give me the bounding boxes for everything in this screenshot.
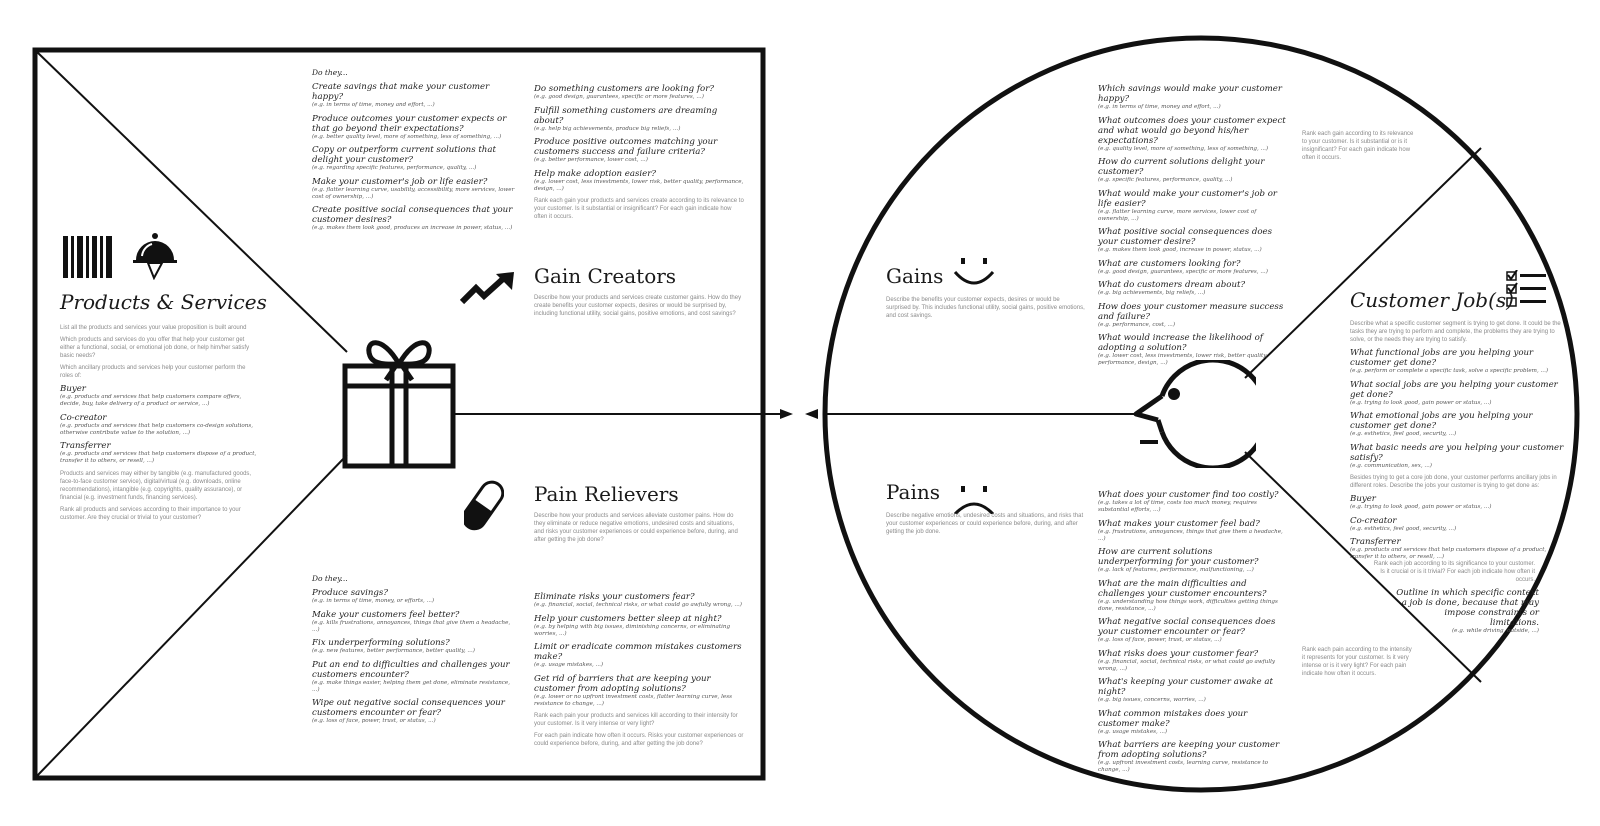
ps-role-label: Co-creator [60,412,107,423]
customer-jobs-outline [1395,588,1539,640]
ps-role-label: Buyer [60,384,86,394]
pain-relievers-questions-col-2 [534,592,744,748]
pr-example: (e.g. financial, social, technical risks, or what could go awfully wrong, ...) [534,602,742,608]
pains-example: (e.g. financial, social, technical risks, or what could go awfully wrong, ...) [1098,658,1276,672]
gains-questions [1098,84,1288,372]
pr-example: (e.g. kills frustrations, annoyances, things that give them a headache, ...) [312,619,511,633]
gc-question: Help make adoption easier? [534,168,656,179]
products-services-desc-2: Which products and services do you offer that help your customer get either a functional, social, or emotional job done, or help him/her satisfy basic needs? [60,337,250,359]
pain-relievers-title: Pain Relievers [534,482,679,506]
pr-question: Put an end to difficulties and challenges your customers encounter? [312,659,510,680]
gc-question: Produce outcomes your customer expects or that go beyond their expectations? [312,113,507,134]
customer-jobs-title: Customer Job(s) [1350,288,1514,312]
gc-question: Create savings that make your customer happy? [312,82,490,102]
customer-jobs-outline-text: Outline in which specific context a job is done, because that may impose constraints or limitations. [1396,588,1539,628]
pains-question: How are current solutions underperforming for your customer? [1098,547,1259,567]
gc-example: (e.g. flatter learning curve, usability, accessibility, more services, lower cost of ownership, ...) [312,186,515,200]
gains-rank: Rank each gain according to its relevance to your customer. Is it substantial or is it insignificant? For each gain indicate how often it occurs. [1302,131,1414,161]
gains-question: What outcomes does your customer expect and what would go beyond his/her expectations? [1098,115,1286,146]
gc-example: (e.g. better performance, lower cost, ...) [534,157,648,163]
customer-jobs-desc: Describe what a specific customer segment is trying to get done. It could be the tasks they are trying to perform and complete, the problems they are trying to solve, or the needs they are trying to satisfy. [1350,321,1561,343]
pains-example: (e.g. takes a lot of time, costs too much money, requires substantial efforts, ...) [1098,500,1257,513]
gains-title: Gains [886,264,944,288]
pains-example: (e.g. upfront investment costs, learning curve, resistance to change, ...) [1098,760,1269,773]
products-services-title: Products & Services [60,290,267,314]
products-services-desc-4: Products and services may either by tangible (e.g. manufactured goods, face-to-face customer service), digital/virtual (e.g. downloads, online recommendations), intangible (e.g. copyrights, quality assurance), or financial (e.g. investment funds, financing services). [60,470,252,501]
jobs-example: (e.g. perform or complete a specific task, solve a specific problem, ...) [1350,368,1549,374]
pains-question: What are the main difficulties and challenges your customer encounters? [1098,578,1267,599]
pr-question: Produce savings? [312,588,388,598]
jobs-example: (e.g. trying to look good, gain power or status, ...) [1350,399,1492,406]
pr-example: (e.g. lower or no upfront investment costs, flatter learning curve, less resistance to change, ...) [534,693,732,707]
gain-creators-title: Gain Creators [534,264,677,288]
gains-question: How do current solutions delight your customer? [1098,157,1265,177]
jobs-role-label: Buyer [1350,494,1376,504]
customer-jobs-desc-2: Besides trying to get a core job done, your customer performs ancillary jobs in different roles. Describe the jobs your customer is trying to get done as: [1350,475,1557,489]
products-services-desc-1: List all the products and services your value proposition is built around [60,325,247,331]
pain-relievers-intro: Do they... [312,574,348,583]
pain-relievers-questions-col-1 [312,574,517,730]
pain-relievers-header [534,482,744,544]
gains-example: (e.g. quality level, more of something, less of something, ...) [1098,145,1269,152]
arrow-head-right [780,409,793,419]
gains-question: Which savings would make your customer happy? [1098,84,1282,104]
barcode-icon [63,236,119,278]
ps-role-label: Transferrer [60,441,111,451]
ps-role-example: (e.g. products and services that help customers dispose of a product, transfer it to others, or resell, ...) [60,451,257,464]
pains-question: What negative social consequences does your customer encounter or fear? [1098,617,1276,637]
gain-creators-questions-col-1 [312,68,517,237]
gc-example: (e.g. good design, guarantees, specific or more features, ...) [534,94,704,100]
gain-creators-desc: Describe how your products and services create customer gains. How do they create benefits your customer expects, desires or would be surprised by, including functional utility, social gains, positive emotions, and cost savings? [534,295,742,317]
pains-question: What makes your customer feel bad? [1098,518,1260,529]
pains-desc: Describe negative emotions, undesired costs and situations, and risks that your customer experiences or could experience before, during, and after getting the job done. [886,513,1084,535]
gains-example: (e.g. flatter learning curve, more services, lower cost of ownership, ...) [1098,208,1257,222]
jobs-question: What basic needs are you helping your customer satisfy? [1350,442,1564,463]
gc-example: (e.g. better quality level, more of something, less of something, ...) [312,133,502,140]
pr-example: (e.g. new features, better performance, better quality, ...) [312,648,475,654]
pr-question: Get rid of barriers that are keeping your customer from adopting solutions? [534,673,711,694]
gains-question: What positive social consequences does your customer desire? [1098,227,1273,247]
pains-example: (e.g. big issues, concerns, worries, ...) [1098,697,1206,703]
jobs-question: What social jobs are you helping your customer get done? [1350,379,1558,400]
gains-header [886,264,1086,320]
jobs-role-example: (e.g. esthetics, feel good, security, ...) [1350,525,1457,532]
jobs-role-label: Co-creator [1350,515,1397,526]
pains-example: (e.g. understanding how things work, difficulties getting things done, resistance, ...) [1098,598,1278,612]
customer-jobs-section [1350,288,1565,566]
jobs-role-example: (e.g. trying to look good, gain power or status, ...) [1350,504,1492,510]
gains-example: (e.g. makes them look good, increase in power, status, ...) [1098,247,1262,253]
gains-desc: Describe the benefits your customer expects, desires or would be surprised by. This includes functional utility, social gains, positive emotions, and cost savings. [886,297,1085,319]
pains-title: Pains [886,480,941,504]
jobs-example: (e.g. esthetics, feel good, security, ...) [1350,431,1457,437]
gc-question: Make your customer's job or life easier? [312,176,488,187]
ps-role-example: (e.g. products and services that help customers co-design solutions, otherwise contribute value to the solution, ...) [60,422,254,436]
arrow-head-left [805,409,818,419]
pr-question: Help your customers better sleep at night? [534,613,722,624]
pr-question: Fix underperforming solutions? [312,638,450,648]
products-services-desc-3: Which ancillary products and services help your customer perform the roles of: [60,365,246,379]
gains-example: (e.g. lower cost, less investments, lower risk, better quality, performance, design, ...) [1098,353,1268,366]
gains-example: (e.g. big achievements, big reliefs, ...) [1098,290,1206,296]
gc-example: (e.g. in terms of time, money and effort, ...) [312,102,435,108]
pr-example: (e.g. by helping with big issues, diminishing concerns, or eliminating worries, ...) [534,623,731,637]
gc-question: Do something customers are looking for? [534,84,714,94]
gains-question: What would increase the likelihood of adopting a solution? [1098,333,1263,353]
ps-role-example: (e.g. products and services that help customers compare offers, decide, buy, take delivery of a product or service, ...) [60,394,242,407]
jobs-question: What emotional jobs are you helping your customer get done? [1350,411,1533,431]
pain-relievers-desc: Describe how your products and services alleviate customer pains. How do they eliminate or reduce negative emotions, undesired costs and situations, and risks your customer experiences or could experience before, during, and after getting the job done? [534,513,738,543]
pains-question: What's keeping your customer awake at night? [1098,677,1273,697]
pains-example: (e.g. loss of face, power, trust, or status, ...) [1098,637,1222,643]
pains-questions [1098,490,1288,779]
gc-example: (e.g. help big achievements, produce big reliefs, ...) [534,125,681,132]
cloche-icon [132,232,178,280]
customer-jobs-outline-example: (e.g. while driving, outside, ...) [1451,628,1539,634]
gc-question: Fulfill something customers are dreaming about? [534,105,718,126]
gain-creators-intro: Do they... [312,68,348,77]
pr-question: Limit or eradicate common mistakes customers make? [534,642,742,662]
gc-example: (e.g. regarding specific features, performance, quality, ...) [312,165,477,171]
gain-creators-header [534,264,744,318]
gains-question: How does your customer measure success and failure? [1098,301,1284,322]
pains-example: (e.g. usage mistakes, ...) [1098,728,1168,735]
jobs-example: (e.g. communication, sex, ...) [1350,462,1432,469]
gains-example: (e.g. performance, cost, ...) [1098,321,1176,328]
gain-creators-rank: Rank each gain your products and services create according to its relevance to your customer. Is it substantial or insignificant? For each gain indicate how often it occurs. [534,198,744,220]
pains-example: (e.g. lack of features, performance, malfunctioning, ...) [1098,567,1254,573]
gain-creators-questions-col-2 [534,84,744,221]
pains-question: What barriers are keeping your customer from adopting solutions? [1098,740,1280,760]
pr-question: Wipe out negative social consequences your customers encounter or fear? [312,698,505,718]
gift-icon [342,334,456,470]
pains-question: What does your customer find too costly? [1098,490,1279,500]
gc-question: Produce positive outcomes matching your customers success and failure criteria? [534,137,718,157]
gains-example: (e.g. in terms of time, money and effort, ...) [1098,104,1221,110]
pains-question: What common mistakes does your customer make? [1098,708,1248,729]
pr-question: Eliminate risks your customers fear? [534,592,695,602]
gains-example: (e.g. specific features, performance, quality, ...) [1098,177,1233,183]
jobs-role-label: Transferrer [1350,537,1401,547]
pains-example: (e.g. frustrations, annoyances, things that give them a headache, ...) [1098,528,1283,542]
customer-jobs-rank: Rank each job according to its significance to your customer. Is it crucial or is it trivial? For each job indicate how often it occurs. [1373,561,1535,583]
pains-question: What risks does your customer fear? [1098,648,1259,659]
gains-question: What are customers looking for? [1098,258,1241,269]
pains-header [886,480,1086,536]
pr-question: Make your customers feel better? [312,609,460,620]
pain-relievers-rank-2: For each pain indicate how often it occurs. Risks your customer experiences or could experience before, during, and after getting the job done? [534,733,744,747]
jobs-role-example: (e.g. products and services that help customers dispose of a product, transfer it to others, or resell, ...) [1350,547,1547,560]
gc-example: (e.g. makes them look good, produces an increase in power, status, ...) [312,225,513,231]
pains-rank: Rank each pain according to the intensity it represents for your customer. Is it very intense or is it very light? For each pain indicate how often it occurs. [1302,647,1412,677]
jobs-question: What functional jobs are you helping your customer get done? [1350,348,1534,368]
pr-example: (e.g. in terms of time, money, or efforts, ...) [312,598,435,604]
gains-question: What would make your customer's job or life easier? [1098,188,1278,209]
face-icon [1128,360,1256,468]
products-services-section [60,290,267,522]
products-services-desc-5: Rank all products and services according to their importance to your customer. Are they crucial or trivial to your customer? [60,506,241,521]
pr-example: (e.g. usage mistakes, ...) [534,662,604,668]
gains-question: What do customers dream about? [1098,280,1246,290]
gc-question: Create positive social consequences that your customer desires? [312,205,513,225]
gc-question: Copy or outperform current solutions that delight your customer? [312,145,496,165]
pain-relievers-rank-1: Rank each pain your products and services kill according to their intensity for your customer. Is it very intense or very light? [534,713,738,727]
pill-icon [464,478,504,534]
pr-example: (e.g. loss of face, power, trust, or status, ...) [312,718,436,724]
pr-example: (e.g. make things easier, helping them get done, eliminate resistance, ...) [312,679,511,693]
gains-example: (e.g. good design, guarantees, specific or more features, ...) [1098,268,1268,275]
gc-example: (e.g. lower cost, less investments, lower risk, better quality, performance, design, ...) [534,178,744,192]
chart-up-icon [460,272,516,306]
